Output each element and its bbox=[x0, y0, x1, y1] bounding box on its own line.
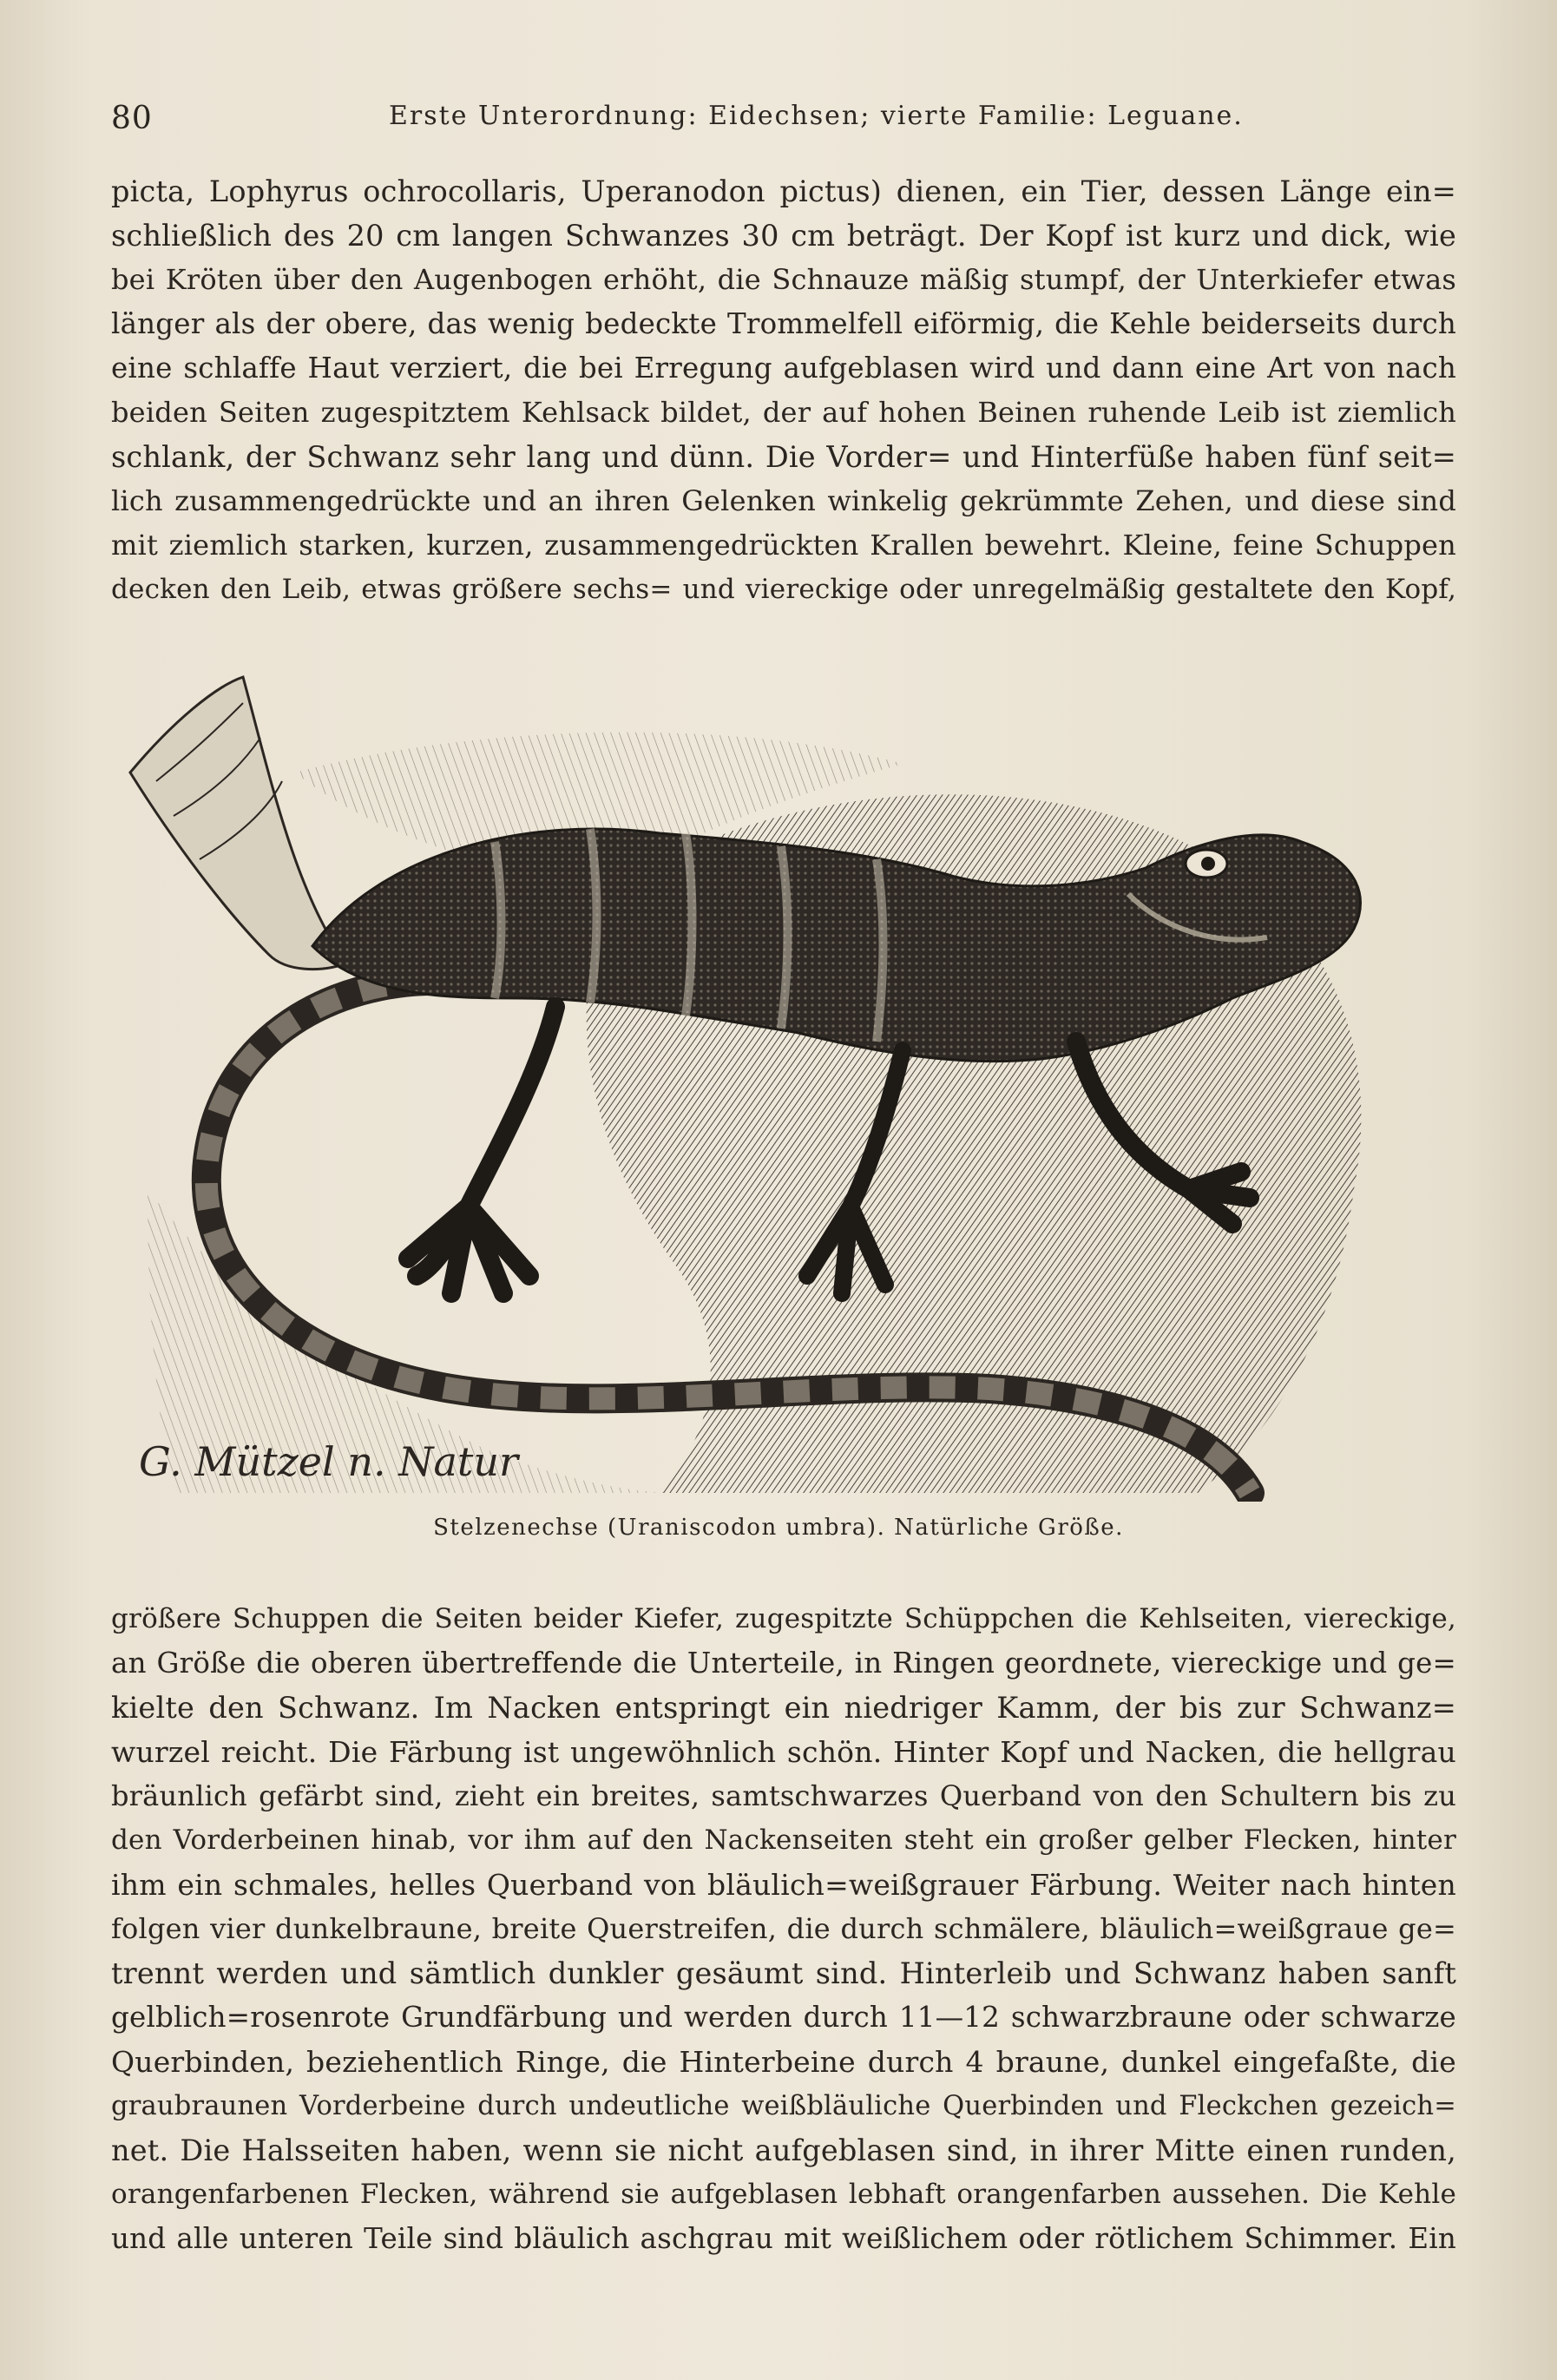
text-line: Querbinden, beziehentlich Ringe, die Hinterbeine durch 4 braune, dunkel eingefaßte, die bbox=[111, 2045, 1456, 2079]
text-line: an Größe die oberen übertreffende die Unterteile, in Ringen geordnete, viereckige und ge= bbox=[111, 1647, 1456, 1680]
paragraph-bottom bbox=[111, 1597, 1456, 2261]
text-line: bräunlich gefärbt sind, zieht ein breites, samtschwarzes Querband von den Schultern bis zu bbox=[111, 1779, 1456, 1812]
text-line: den Vorderbeinen hinab, vor ihm auf den Nackenseiten steht ein großer gelber Flecken, hinter bbox=[111, 1824, 1456, 1856]
text-line: bei Kröten über den Augenbogen erhöht, die Schnauze mäßig stumpf, der Unterkiefer etwas bbox=[111, 263, 1456, 296]
paragraph-top bbox=[111, 169, 1456, 612]
text-line: und alle unteren Teile sind bläulich aschgrau mit weißlichem oder rötlichem Schimmer. Ein bbox=[111, 2222, 1456, 2255]
text-line: länger als der obere, das wenig bedeckte Trommelfell eiförmig, die Kehle beiderseits durch bbox=[111, 307, 1456, 340]
text-line: graubraunen Vorderbeine durch undeutliche weißbläuliche Querbinden und Fleckchen gezeich= bbox=[111, 2091, 1456, 2121]
figure-caption: Stelzenechse (Uraniscodon umbra). Natürliche Größe. bbox=[433, 1515, 1124, 1541]
text-line: beiden Seiten zugespitztem Kehlsack bildet, der auf hohen Beinen ruhende Leib ist ziemlich bbox=[111, 396, 1456, 429]
page-number: 80 bbox=[111, 101, 153, 136]
text-line: net. Die Halsseiten haben, wenn sie nicht aufgeblasen sind, in ihrer Mitte einen runden, bbox=[111, 2133, 1456, 2167]
text-line: trennt werden und sämtlich dunkler gesäumt sind. Hinterleib und Schwanz haben sanft bbox=[111, 1956, 1456, 1990]
text-line: lich zusammengedrückte und an ihren Gelenken winkelig gekrümmte Zehen, und diese sind bbox=[111, 484, 1456, 517]
text-line: wurzel reicht. Die Färbung ist ungewöhnlich schön. Hinter Kopf und Nacken, die hellgrau bbox=[111, 1735, 1456, 1769]
text-line: kielte den Schwanz. Im Nacken entspringt ein niedriger Kamm, der bis zur Schwanz= bbox=[111, 1691, 1456, 1725]
engraving-illustration bbox=[122, 668, 1441, 1502]
text-line: eine schlaffe Haut verziert, die bei Erregung aufgeblasen wird und dann eine Art von nach bbox=[111, 352, 1456, 385]
branch-shape bbox=[130, 677, 347, 970]
text-line: gelblich=rosenrote Grundfärbung und werden durch 11—12 schwarzbraune oder schwarze bbox=[111, 2001, 1456, 2034]
text-line: größere Schuppen die Seiten beider Kiefer, zugespitzte Schüppchen die Kehlseiten, viereckige, bbox=[111, 1603, 1456, 1634]
page-header bbox=[111, 97, 1448, 149]
lizard-engraving bbox=[122, 668, 1441, 1502]
text-line: folgen vier dunkelbraune, breite Querstreifen, die durch schmälere, bläulich=weißgraue ge= bbox=[111, 1912, 1456, 1945]
artist-signature: G. Mützel n. Natur bbox=[139, 1438, 518, 1485]
text-line: orangenfarbenen Flecken, während sie aufgeblasen lebhaft orangenfarben aussehen. Die Kehle bbox=[111, 2179, 1456, 2210]
lizard-hindleg bbox=[408, 1007, 555, 1293]
text-line: mit ziemlich starken, kurzen, zusammengedrückten Krallen bewehrt. Kleine, feine Schuppen bbox=[111, 529, 1456, 562]
text-line: ihm ein schmales, helles Querband von bläulich=weißgrauer Färbung. Weiter nach hinten bbox=[111, 1868, 1456, 1902]
text-line: picta, Lophyrus ochrocollaris, Uperanodon pictus) dienen, ein Tier, dessen Länge ein= bbox=[111, 174, 1456, 208]
text-line: decken den Leib, etwas größere sechs= und viereckige oder unregelmäßig gestaltete den Kopf, bbox=[111, 574, 1456, 605]
text-line: schließlich des 20 cm langen Schwanzes 30 cm beträgt. Der Kopf ist kurz und dick, wie bbox=[111, 219, 1456, 253]
running-head: Erste Unterordnung: Eidechsen; vierte Familie: Leguane. bbox=[389, 101, 1244, 131]
text-line: schlank, der Schwanz sehr lang und dünn. Die Vorder= und Hinterfüße haben fünf seit= bbox=[111, 440, 1456, 474]
